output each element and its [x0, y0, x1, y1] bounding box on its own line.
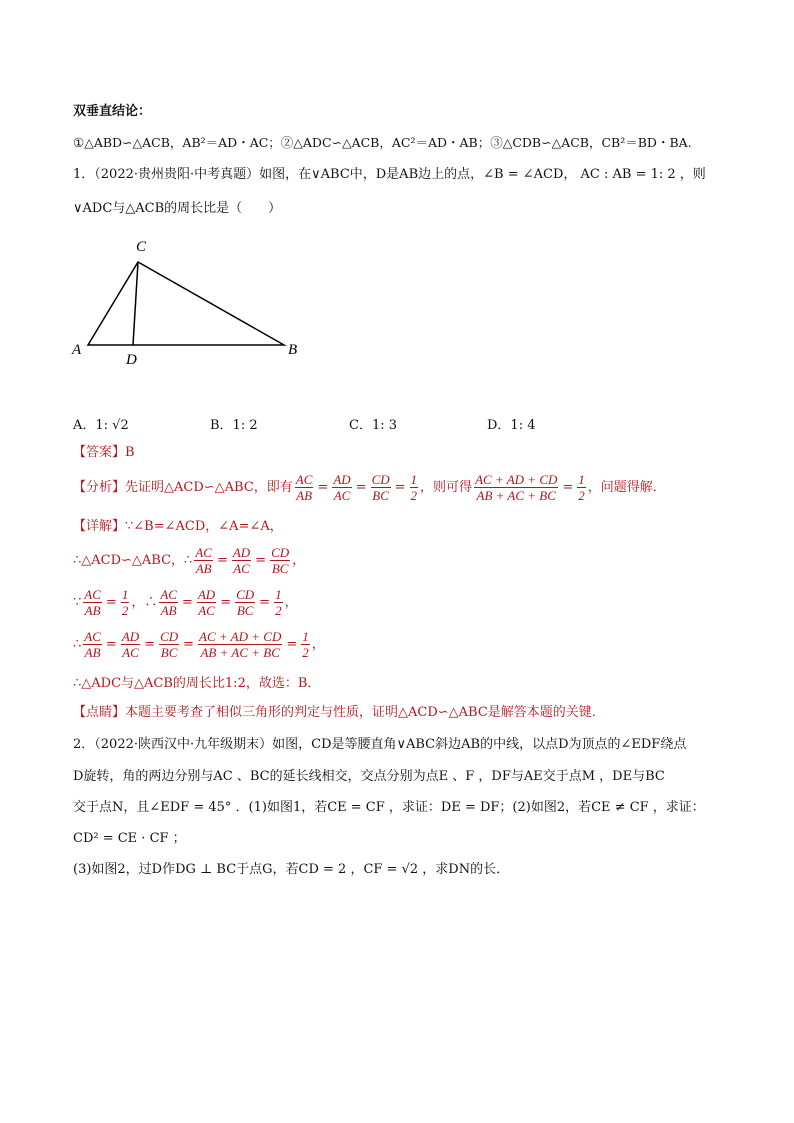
- detail-line2: ∴△ACD∽△ABC，∴ $\frac{AC}{AB}$ = $\frac{AD}{AC}$ = $\frac{CD}{BC}$ ，: [73, 545, 306, 576]
- detail-tag: 【详解】: [73, 519, 126, 534]
- analysis-tag: 【分析】: [73, 480, 126, 495]
- answer-line: [73, 444, 135, 462]
- frac-cd-bc: $\frac{CD}{BC}$: [371, 472, 390, 503]
- detail-3b: ，∴: [131, 595, 158, 610]
- frac-1-2b: $\frac{1}{2}$: [578, 472, 585, 503]
- figure-label-c: C: [136, 239, 147, 255]
- detail-line4: ∴ $\frac{AC}{AB}$ = $\frac{AD}{AC}$ = $\frac{CD}{BC}$ = $\frac{AC + AD + CD}{AB + AC + BC}$ = $\frac{1}{2}$ ，: [73, 629, 325, 660]
- q2-line3: 交于点N，且∠EDF = 45° ．(1)如图1，若CE = CF ，求证：DE = DF；(2)如图2，若CE ≠ CF ，求证：: [73, 800, 705, 815]
- q1-stem-line1: 1．（2022·贵州贵阳·中考真题）如图，在∨ABC中，D是AB边上的点，∠B = ∠ACD， AC : AB = 1: 2 ，则: [73, 167, 706, 182]
- figure-label-a: A: [72, 342, 82, 358]
- answer-tag: 【答案】: [73, 445, 126, 460]
- answer-value: B: [125, 445, 135, 460]
- q2-line2: D旋转，角的两边分别与AC 、BC的延长线相交，交点分别为点E 、F ，DF与AE交于点M ，DE与BC: [73, 769, 665, 784]
- q2-line5: (3)如图2，过D作DG ⊥ BC于点G，若CD = 2 ，CF = √2 ，求DN的长．: [73, 862, 510, 877]
- option-b: B．1: 2: [210, 418, 258, 433]
- comment-line: [73, 704, 605, 722]
- frac-1-2: $\frac{1}{2}$: [410, 472, 418, 503]
- analysis-post: ，问题得解．: [587, 480, 666, 495]
- detail-line5: ∴△ADC与△ACB的周长比1:2，故选：B．: [73, 676, 321, 691]
- q2-line1: 2．（2022·陕西汉中·九年级期末）如图，CD是等腰直角∨ABC斜边AB的中线，以点D为顶点的∠EDF绕点: [73, 737, 687, 752]
- analysis-mid: ，则可得: [420, 480, 473, 495]
- comment-tag: 【点睛】: [73, 705, 126, 720]
- frac-ac-ab: $\frac{AC}{AB}$: [295, 472, 313, 503]
- analysis-line: 【分析】先证明△ACD∽△ABC，即有 $\frac{AC}{AB}$ = $\frac{AD}{AC}$ = $\frac{CD}{BC}$ = $\frac{1}{2}$ ，则可得 $\frac{AC + AD + CD}{AB + AC + BC}$ = $\frac{1}{2}$ ，问题得解．: [73, 472, 666, 503]
- option-c: C．1: 3: [349, 418, 398, 433]
- triangle-figure: [66, 232, 326, 372]
- section-heading: 双垂直结论：: [73, 104, 152, 119]
- detail-1: ∵∠B=∠ACD，∠A=∠A，: [125, 519, 283, 534]
- q2-line4: CD² = CE · CF ；: [73, 831, 186, 846]
- conclusions-line: ①△ABD∽△ACB，AB²＝AD・AC；②△ADC∽△ACB，AC²＝AD・AB；③△CDB∽△ACB，CB²＝BD・BA.: [73, 135, 692, 150]
- figure-label-d: D: [126, 352, 137, 368]
- comment-text: 本题主要考查了相似三角形的判定与性质，证明△ACD∽△ABC是解答本题的关键．: [125, 705, 605, 720]
- detail-2: ∴△ACD∽△ABC，∴: [73, 553, 193, 568]
- option-a: A．1: √2: [73, 418, 129, 433]
- frac-ad-ac: $\frac{AD}{AC}$: [333, 472, 351, 503]
- detail-line1: [73, 518, 283, 536]
- detail-4: ∴: [73, 637, 82, 652]
- analysis-pre: 先证明△ACD∽△ABC，即有: [125, 480, 293, 495]
- q1-stem-line2: ∨ADC与△ACB的周长比是（ ）: [73, 201, 282, 216]
- figure-label-b: B: [288, 342, 298, 358]
- option-d: D．1: 4: [487, 418, 536, 433]
- detail-3a: ∵: [73, 595, 82, 610]
- detail-line3: ∵ $\frac{AC}{AB}$ = $\frac{1}{2}$ ，∴ $\frac{AC}{AB}$ = $\frac{AD}{AC}$ = $\frac{CD}{BC}$ = $\frac{1}{2}$ ，: [73, 587, 298, 618]
- frac-perimeter: $\frac{AC + AD + CD}{AB + AC + BC}$: [475, 472, 558, 503]
